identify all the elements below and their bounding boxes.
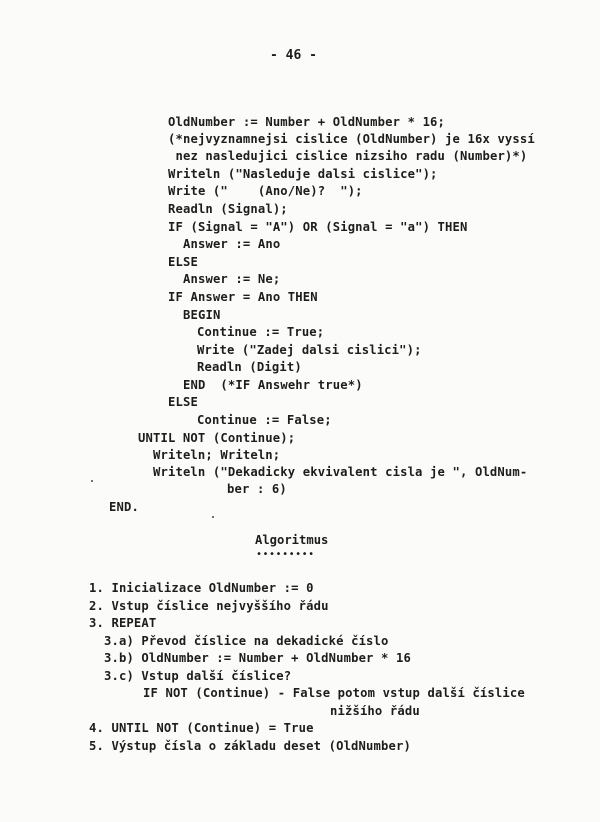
code-line: ELSE (168, 395, 198, 409)
algorithm-step: 2. Vstup číslice nejvyššího řádu (89, 599, 329, 613)
algorithm-title: Algoritmus (255, 533, 329, 547)
code-line: ber : 6) (227, 482, 287, 496)
algorithm-title-underline: ••••••••• (256, 549, 315, 560)
code-line: ELSE (168, 255, 198, 269)
algorithm-step: 5. Výstup čísla o základu deset (OldNumber) (89, 739, 411, 753)
code-line: Continue := True; (197, 325, 325, 339)
code-line: Writeln; Writeln; (153, 448, 281, 462)
algorithm-step: nižšího řádu (330, 704, 420, 718)
code-line: Answer := Ano (183, 237, 281, 251)
code-line: Write ("Zadej dalsi cislici"); (197, 343, 422, 357)
algorithm-step: IF NOT (Continue) - False potom vstup další číslice (143, 686, 525, 700)
code-line: (*nejvyznamnejsi cislice (OldNumber) je 16x vyssí (168, 132, 535, 146)
algorithm-step: 3.b) OldNumber := Number + OldNumber * 16 (104, 651, 411, 665)
algorithm-step: 3. REPEAT (89, 616, 157, 630)
page-number: - 46 - (270, 48, 317, 63)
algorithm-step: 3.c) Vstup další číslice? (104, 669, 292, 683)
scan-speck (212, 516, 214, 518)
code-line: Readln (Digit) (197, 360, 302, 374)
code-line: IF Answer = Ano THEN (168, 290, 318, 304)
code-line: Writeln ("Dekadicky ekvivalent cisla je ", OldNum- (153, 465, 528, 479)
scan-speck (91, 480, 93, 482)
code-line: Writeln ("Nasleduje dalsi cislice"); (168, 167, 438, 181)
code-line: OldNumber := Number + OldNumber * 16; (168, 115, 446, 129)
code-line: Continue := False; (197, 413, 332, 427)
code-line: END. (109, 500, 139, 514)
code-line: Answer := Ne; (183, 272, 281, 286)
algorithm-step: 3.a) Převod číslice na dekadické číslo (104, 634, 389, 648)
code-line: IF (Signal = "A") OR (Signal = "a") THEN (168, 220, 468, 234)
code-line: Write (" (Ano/Ne)? "); (168, 184, 363, 198)
code-line: END (*IF Answehr true*) (183, 378, 363, 392)
algorithm-step: 1. Inicializace OldNumber := 0 (89, 581, 314, 595)
code-line: nez nasledujici cislice nizsiho radu (Number)*) (168, 149, 528, 163)
code-line: BEGIN (183, 308, 221, 322)
algorithm-step: 4. UNTIL NOT (Continue) = True (89, 721, 314, 735)
code-line: Readln (Signal); (168, 202, 288, 216)
code-line: UNTIL NOT (Continue); (138, 431, 296, 445)
